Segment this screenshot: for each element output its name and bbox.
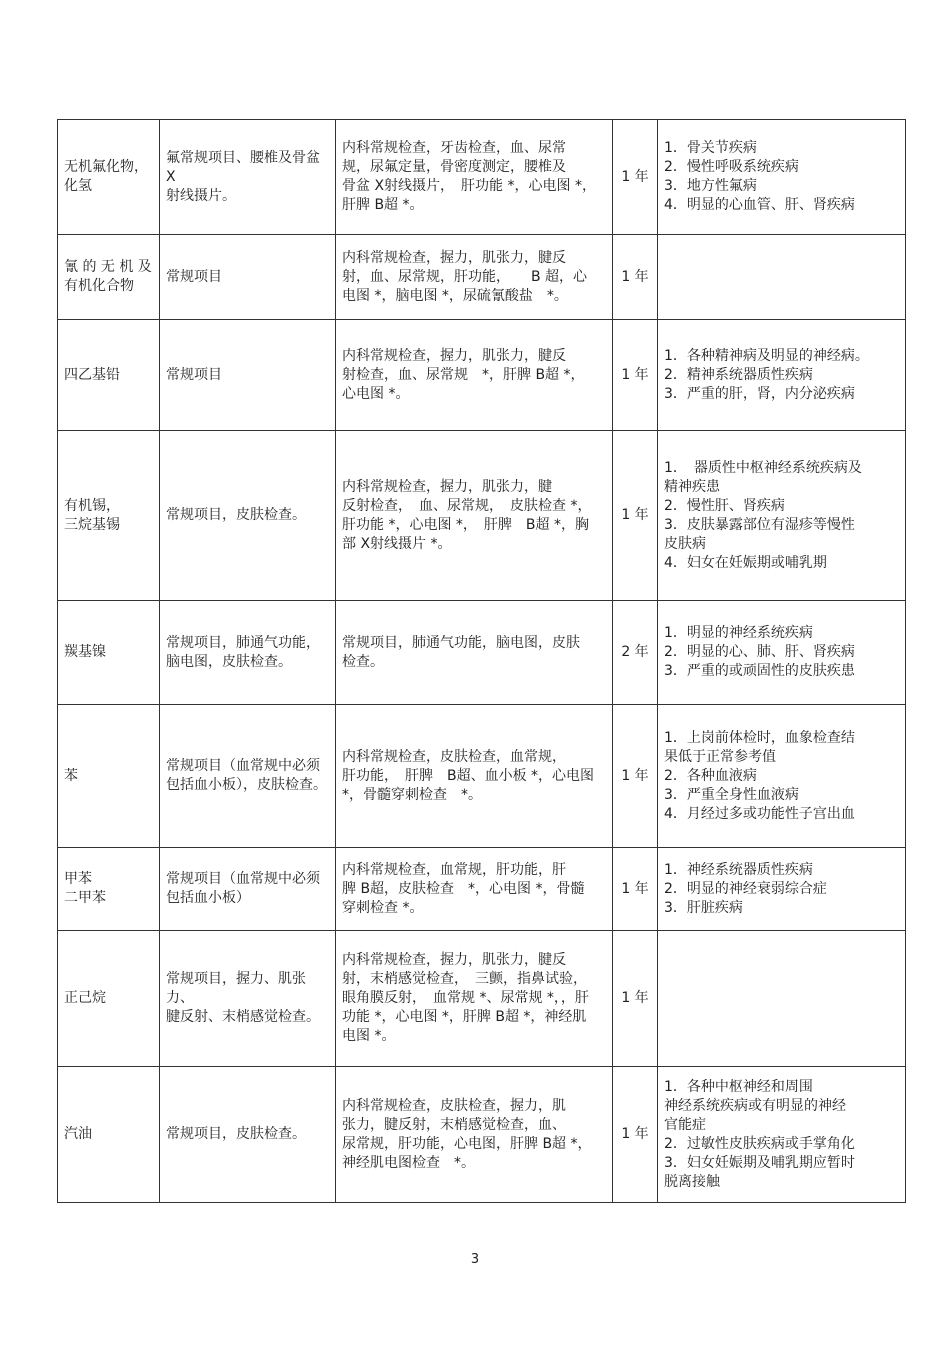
table-row: [58, 431, 906, 601]
contraindications-cell: 1．各种精神病及明显的神经病。 2．精神系统器质性疾病 3．严重的肝，肾，内分泌疾病: [658, 320, 906, 431]
periodic-exam-cell: 内科常规检查，握力，肌张力，腱反 射，末梢感觉检查， 三颤，指鼻试验， 眼角膜反射， 血常规 *、尿常规 *，，肝 功能 *，心电图 *，肝脾 B超 *，神经肌 电图 *。: [336, 931, 613, 1067]
periodic-exam-cell: 内科常规检查，握力，肌张力，腱反 射，血、尿常规，肝功能， B 超，心 电图 *，脑电图 *，尿硫氰酸盐 *。: [336, 235, 613, 320]
contraindications-cell: 1．神经系统器质性疾病 2．明显的神经衰弱综合症 3．肝脏疾病: [658, 848, 906, 931]
contraindications-cell: 1． 器质性中枢神经系统疾病及 精神疾患 2．慢性肝、肾疾病 3．皮肤暴露部位有湿疹等慢性 皮肤病 4．妇女在妊娠期或哺乳期: [658, 431, 906, 601]
periodic-exam-cell: 内科常规检查，血常规，肝功能，肝 脾 B超，皮肤检查 *，心电图 *，骨髓 穿刺检查 *。: [336, 848, 613, 931]
substance-cell: 汽油: [58, 1067, 160, 1203]
contraindications-cell: [658, 235, 906, 320]
interval-cell: 1 年: [613, 705, 658, 848]
table-row: [58, 1067, 906, 1203]
interval-cell: 2 年: [613, 601, 658, 705]
periodic-exam-cell: 内科常规检查，牙齿检查，血、尿常 规，尿氟定量，骨密度测定，腰椎及 骨盆 X射线摄片， 肝功能 *，心电图 *， 肝脾 B超 *。: [336, 120, 613, 235]
interval-cell: 1 年: [613, 848, 658, 931]
substance-cell: 有机锡， 三烷基锡: [58, 431, 160, 601]
contraindications-cell: 1．上岗前体检时，血象检查结 果低于正常参考值 2．各种血液病 3．严重全身性血液病 4．月经过多或功能性子宫出血: [658, 705, 906, 848]
pre-exam-cell: 常规项目，肺通气功能， 脑电图，皮肤检查。: [160, 601, 336, 705]
substance-cell: 苯: [58, 705, 160, 848]
table-row: [58, 705, 906, 848]
substance-cell: 无机氟化物， 化氢: [58, 120, 160, 235]
table-row: [58, 601, 906, 705]
contraindications-cell: 1．骨关节疾病 2．慢性呼吸系统疾病 3．地方性氟病 4．明显的心血管、肝、肾疾病: [658, 120, 906, 235]
interval-cell: 1 年: [613, 1067, 658, 1203]
table-row: [58, 320, 906, 431]
pre-exam-cell: 氟常规项目、腰椎及骨盆 X 射线摄片。: [160, 120, 336, 235]
table-row: [58, 235, 906, 320]
interval-cell: 1 年: [613, 120, 658, 235]
contraindications-cell: 1．明显的神经系统疾病 2．明显的心、肺、肝、肾疾病 3．严重的或顽固性的皮肤疾患: [658, 601, 906, 705]
substance-cell: 甲苯 二甲苯: [58, 848, 160, 931]
pre-exam-cell: 常规项目（血常规中必须 包括血小板），皮肤检查。: [160, 705, 336, 848]
periodic-exam-cell: 内科常规检查，握力，肌张力，腱反 射检查，血、尿常规 *，肝脾 B超 *， 心电图 *。: [336, 320, 613, 431]
table-row: [58, 848, 906, 931]
table-row: [58, 120, 906, 235]
pre-exam-cell: 常规项目: [160, 320, 336, 431]
pre-exam-cell: 常规项目（血常规中必须 包括血小板）: [160, 848, 336, 931]
interval-cell: 1 年: [613, 431, 658, 601]
contraindications-cell: 1．各种中枢神经和周围 神经系统疾病或有明显的神经 官能症 2．过敏性皮肤疾病或手掌角化 3．妇女妊娠期及哺乳期应暂时 脱离接触: [658, 1067, 906, 1203]
contraindications-cell: [658, 931, 906, 1067]
periodic-exam-cell: 内科常规检查，握力，肌张力，腱 反射检查， 血、尿常规， 皮肤检查 *， 肝功能 *，心电图 *， 肝脾 B超 *，胸 部 X射线摄片 *。: [336, 431, 613, 601]
pre-exam-cell: 常规项目，握力、肌张力、 腱反射、末梢感觉检查。: [160, 931, 336, 1067]
health-exam-table: [57, 119, 906, 1203]
substance-cell: 正己烷: [58, 931, 160, 1067]
interval-cell: 1 年: [613, 320, 658, 431]
page-number: 3: [470, 1252, 480, 1267]
substance-cell: 氰 的 无 机 及 有机化合物: [58, 235, 160, 320]
interval-cell: 1 年: [613, 931, 658, 1067]
pre-exam-cell: 常规项目，皮肤检查。: [160, 431, 336, 601]
substance-cell: 四乙基铅: [58, 320, 160, 431]
periodic-exam-cell: 内科常规检查，皮肤检查，握力，肌 张力，腱反射，末梢感觉检查，血、 尿常规，肝功能，心电图，肝脾 B超 *， 神经肌电图检查 *。: [336, 1067, 613, 1203]
table-row: [58, 931, 906, 1067]
periodic-exam-cell: 常规项目，肺通气功能，脑电图，皮肤 检查。: [336, 601, 613, 705]
substance-cell: 羰基镍: [58, 601, 160, 705]
pre-exam-cell: 常规项目: [160, 235, 336, 320]
periodic-exam-cell: 内科常规检查，皮肤检查，血常规， 肝功能， 肝脾 B超、血小板 *，心电图 *，骨髓穿刺检查 *。: [336, 705, 613, 848]
interval-cell: 1 年: [613, 235, 658, 320]
pre-exam-cell: 常规项目，皮肤检查。: [160, 1067, 336, 1203]
